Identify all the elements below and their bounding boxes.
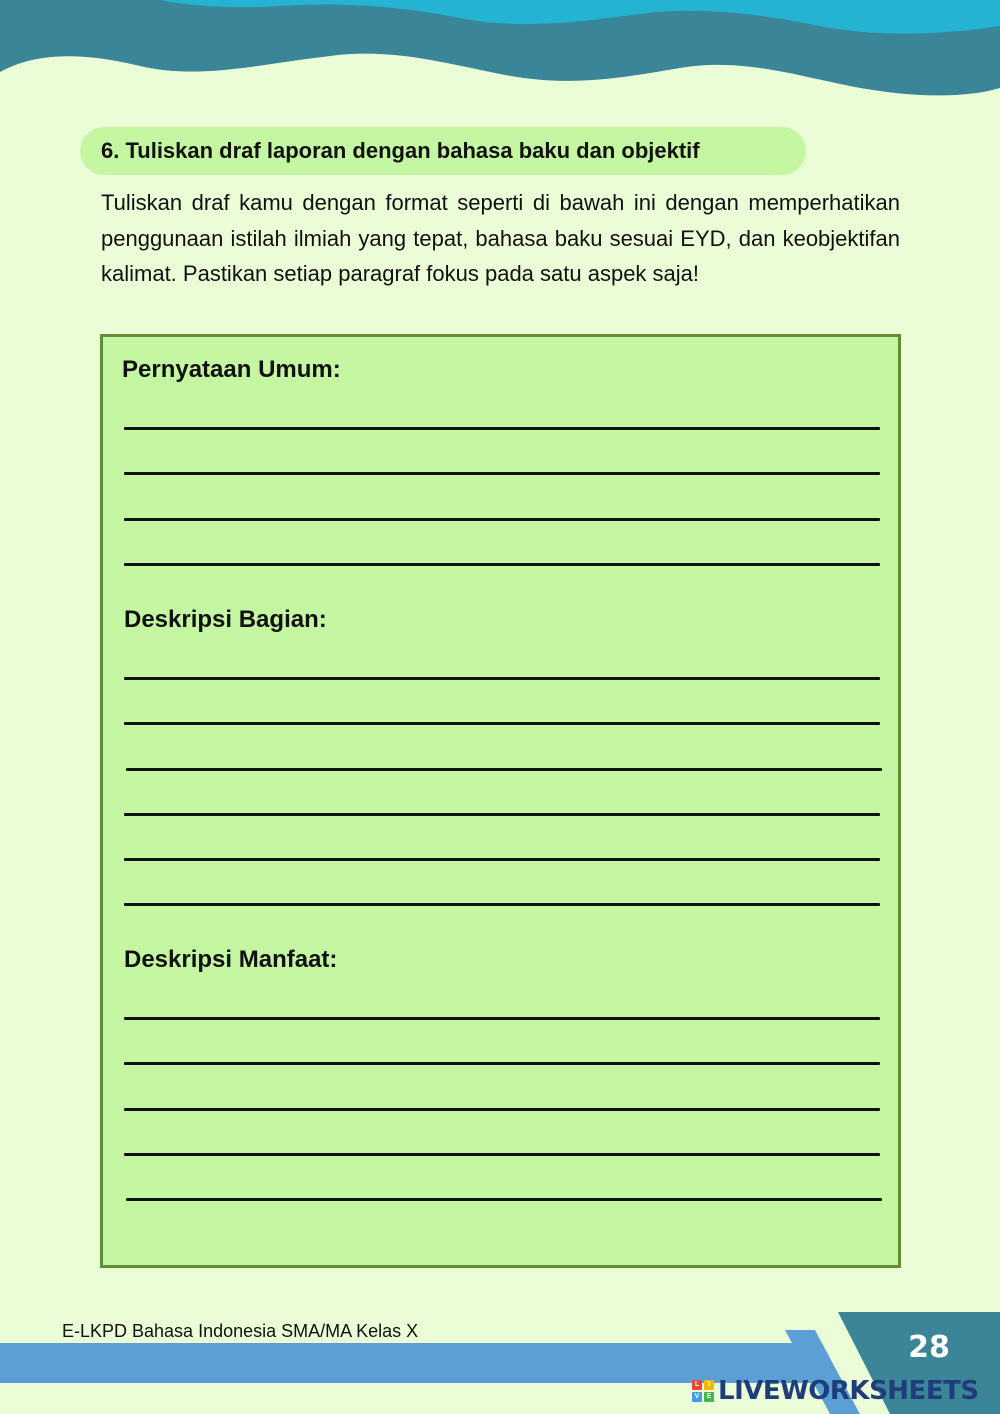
footer-book-title: E-LKPD Bahasa Indonesia SMA/MA Kelas X <box>62 1321 419 1341</box>
answer-line[interactable] <box>124 1108 880 1111</box>
answer-line[interactable] <box>124 813 880 816</box>
answer-box <box>100 334 901 1268</box>
answer-line[interactable] <box>124 1153 880 1156</box>
answer-line[interactable] <box>124 427 880 430</box>
brand-name: LIVEWORKSHEETS <box>718 1376 979 1406</box>
answer-line[interactable] <box>124 903 880 906</box>
section-label-deskripsi-bagian: Deskripsi Bagian: <box>124 606 327 633</box>
answer-line[interactable] <box>126 1198 882 1201</box>
answer-line[interactable] <box>124 563 880 566</box>
answer-line[interactable] <box>124 518 880 521</box>
header-wave-decoration <box>0 0 1000 110</box>
answer-line[interactable] <box>124 1017 880 1020</box>
task-title: 6. Tuliskan draf laporan dengan bahasa baku dan objektif <box>101 138 700 163</box>
task-title-pill <box>80 127 806 175</box>
answer-line[interactable] <box>124 677 880 680</box>
answer-line[interactable] <box>124 1062 880 1065</box>
answer-line[interactable] <box>126 768 882 771</box>
answer-line[interactable] <box>124 722 880 725</box>
answer-line[interactable] <box>124 858 880 861</box>
logo-blocks-icon: L I V E <box>692 1380 714 1402</box>
task-instructions: Tuliskan draf kamu dengan format seperti di bawah ini dengan memperhatikan penggunaan istilah ilmiah yang tepat, bahasa baku sesuai EYD, dan keobjektifan kalimat. Pastikan setiap paragraf fokus pada satu aspek saja! <box>101 190 900 286</box>
answer-line[interactable] <box>124 472 880 475</box>
page-number: 28 <box>908 1330 950 1365</box>
liveworksheets-logo <box>692 1374 979 1408</box>
section-label-pernyataan-umum: Pernyataan Umum: <box>122 356 341 383</box>
section-label-deskripsi-manfaat: Deskripsi Manfaat: <box>124 946 338 973</box>
